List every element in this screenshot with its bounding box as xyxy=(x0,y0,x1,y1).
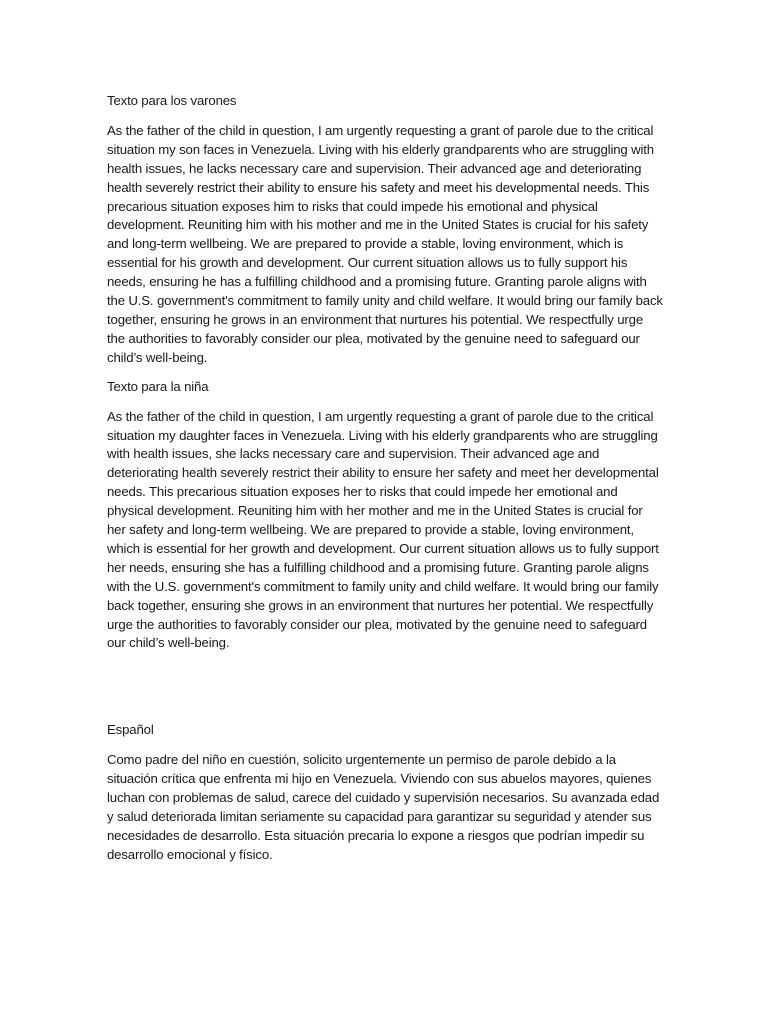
section-heading: Texto para la niña xyxy=(107,378,209,394)
section-espanol xyxy=(107,721,663,864)
section-paragraph: Como padre del niño en cuestión, solicito urgentemente un permiso de parole debido a la situación crítica que enfrenta mi hijo en Venezuela. Viviendo con sus abuelos mayores, quienes luchan con problemas de salud, carece del cuidado y supervisión necesarios. Su avanzada edad y salud deteriorada limitan seriamente su capacidad para garantizar su seguridad y atender sus necesidades de desarrollo. Esta situación precaria lo expone a riesgos que podrían impedir su desarrollo emocional y físico. xyxy=(107,752,660,862)
document-body xyxy=(107,92,663,875)
blank-space xyxy=(107,663,663,721)
section-heading: Español xyxy=(107,722,154,738)
section-paragraph: As the father of the child in question, I am urgently requesting a grant of parole due to the critical situation my son faces in Venezuela. Living with his elderly grandparents who are struggling with health issues, he lacks necessary care and supervision. Their advanced age and deteriorating health severely restrict their ability to ensure his safety and meet his developmental needs. This precarious situation exposes him to risks that could impede his emotional and physical development. Reuniting him with his mother and me in the United States is crucial for his safety and long-term wellbeing. We are prepared to provide a stable, loving environment, which is essential for his growth and development. Our current situation allows us to fully support his needs, ensuring he has a fulfilling childhood and a promising future. Granting parole aligns with the U.S. government's commitment to family unity and child welfare. It would bring our family back together, ensuring he grows in an environment that nurtures his potential. We respectfully urge the authorities to favorably consider our plea, motivated by the genuine need to safeguard our child’s well-being. xyxy=(107,122,663,365)
section-paragraph: As the father of the child in question, I am urgently requesting a grant of parole due to the critical situation my daughter faces in Venezuela. Living with his elderly grandparents who are struggling with health issues, she lacks necessary care and supervision. Their advanced age and deteriorating health severely restrict their ability to ensure her safety and meet her developmental needs. This precarious situation exposes her to risks that could impede her emotional and physical development. Reuniting him with her mother and me in the United States is crucial for her safety and long-term wellbeing. We are prepared to provide a stable, loving environment, which is essential for her growth and development. Our current situation allows us to fully support her needs, ensuring she has a fulfilling childhood and a promising future. Granting parole aligns with the U.S. government's commitment to family unity and child welfare. It would bring our family back together, ensuring she grows in an environment that nurtures her potential. We respectfully urge the authorities to favorably consider our plea, motivated by the genuine need to safeguard our child’s well-being. xyxy=(107,408,659,651)
section-nina xyxy=(107,378,663,654)
section-varones xyxy=(107,92,663,368)
section-heading: Texto para los varones xyxy=(107,93,237,108)
